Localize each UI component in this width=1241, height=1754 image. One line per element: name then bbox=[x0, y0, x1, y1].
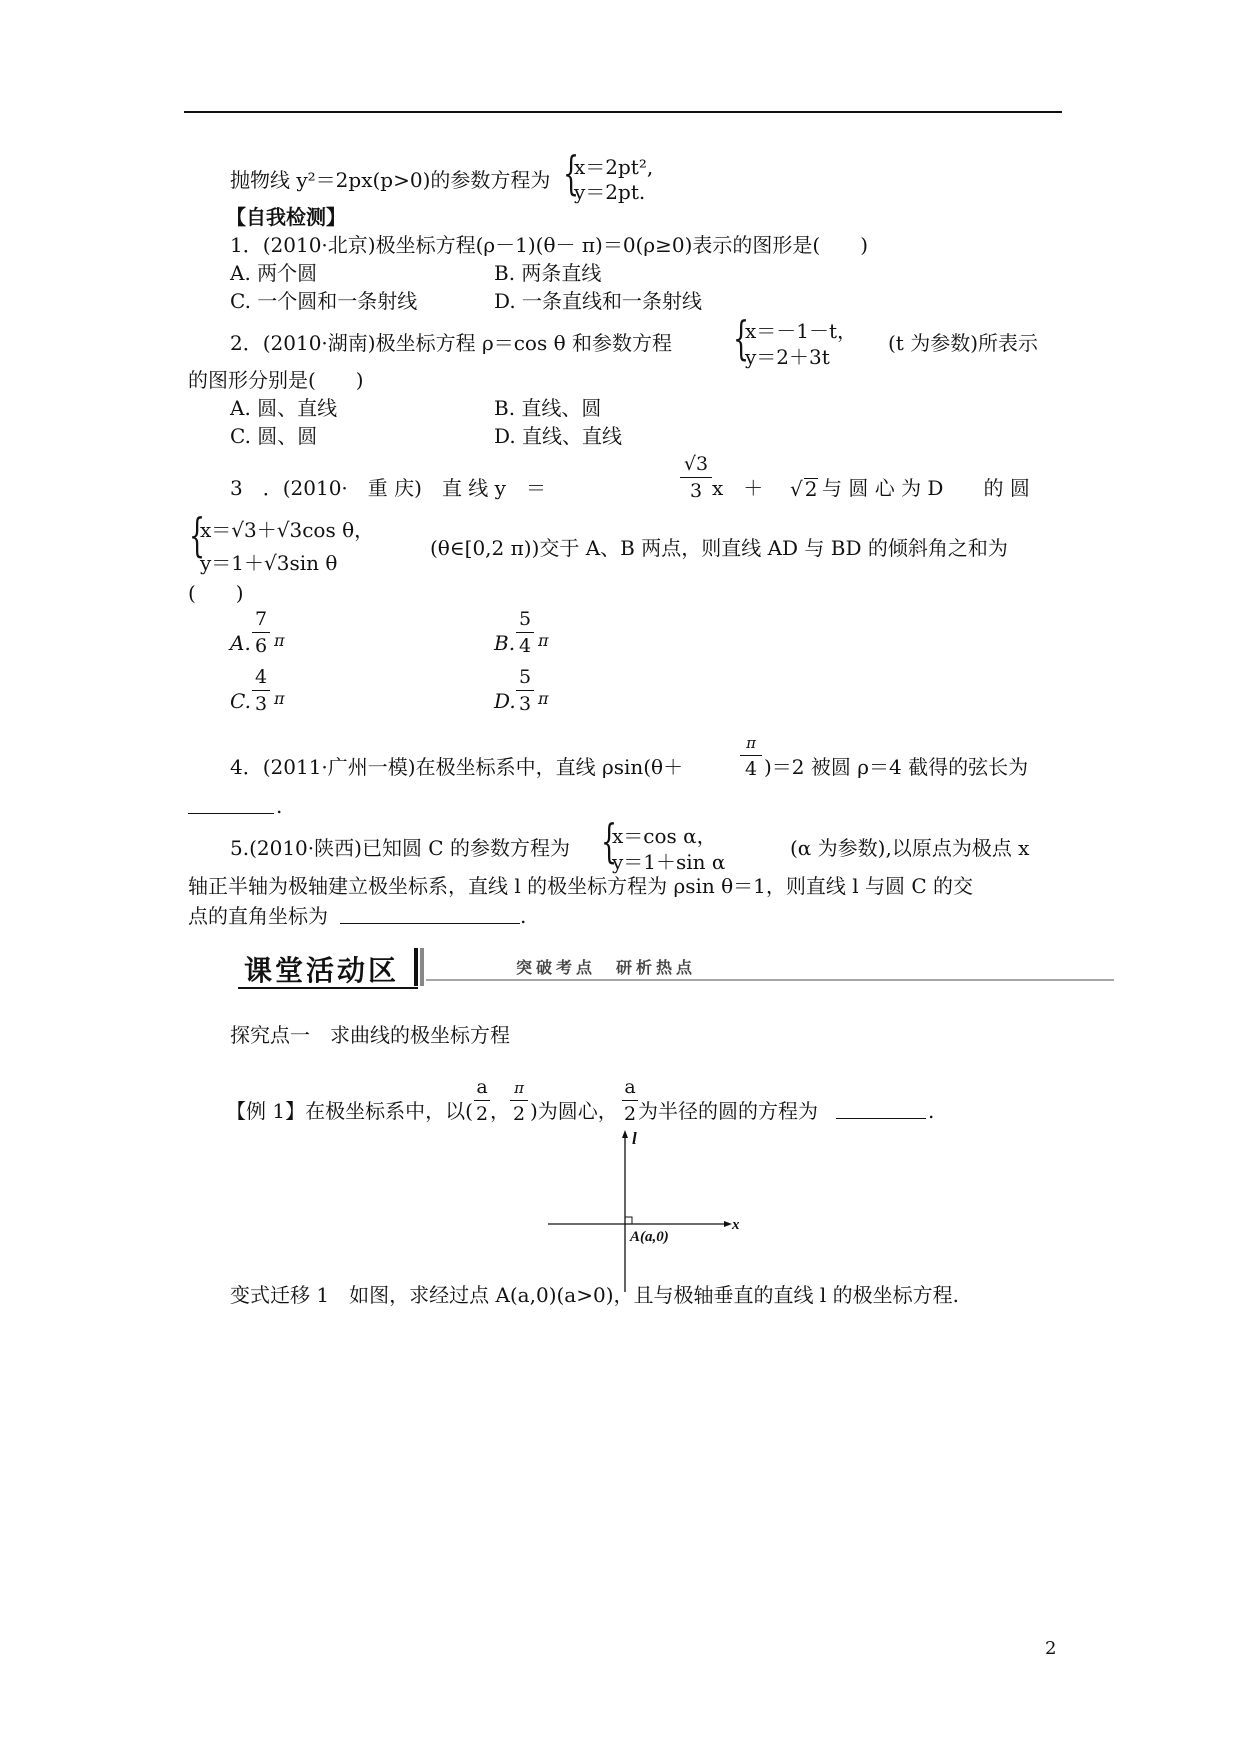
q5-line3: 点的直角坐标为 bbox=[188, 904, 328, 928]
q3-stem-pre: 3 ．(2010· 重 庆) 直 线 y ＝ bbox=[230, 476, 546, 500]
q5-end: . bbox=[520, 904, 527, 928]
q3-slope-num: √3 bbox=[683, 453, 709, 475]
q4-num: π bbox=[746, 734, 756, 752]
q2-option-b: B. 直线、圆 bbox=[494, 396, 602, 420]
q3-option-c-pi: π bbox=[274, 689, 285, 708]
q3-slope-den: 3 bbox=[689, 480, 703, 502]
q5-brace: { bbox=[601, 814, 618, 868]
q3-option-a-label: A. bbox=[230, 631, 251, 655]
q3-option-d-den: 3 bbox=[518, 693, 532, 715]
example1-frac-a-den: 2 bbox=[475, 1103, 489, 1125]
example1-frac-a bbox=[474, 1078, 490, 1124]
q3-option-b-label: B. bbox=[494, 631, 516, 655]
q3-option-c-num: 4 bbox=[254, 666, 268, 688]
example1-frac-pi bbox=[510, 1078, 528, 1124]
q3-paren: ( ) bbox=[188, 581, 244, 605]
q2-option-a: A. 圆、直线 bbox=[230, 396, 338, 420]
q3-option-a-frac bbox=[252, 610, 270, 656]
q3-option-a-den: 6 bbox=[254, 635, 268, 657]
q3-option-b-frac bbox=[516, 610, 534, 656]
q2-stem: 2．(2010·湖南)极坐标方程 ρ＝cos θ 和参数方程 bbox=[230, 331, 672, 355]
example1-mid: )为圆心， bbox=[530, 1099, 618, 1123]
q1-option-a: A. 两个圆 bbox=[230, 261, 318, 285]
section-heading: 探究点一 求曲线的极坐标方程 bbox=[230, 1023, 510, 1047]
example1-frac-a-num: a bbox=[476, 1076, 488, 1098]
q2-brace: { bbox=[733, 311, 750, 365]
page-number: 2 bbox=[1045, 1638, 1057, 1659]
polar-figure bbox=[548, 1128, 748, 1292]
variant1-text: 变式迁移 1 如图，求经过点 A(a,0)(a>0)，且与极轴垂直的直线 l 的极坐标方程. bbox=[230, 1283, 959, 1307]
q3-option-c-den: 3 bbox=[254, 693, 268, 715]
example1-frac-radius-num: a bbox=[624, 1076, 636, 1098]
q5-stem-post: (α 为参数),以原点为极点 x bbox=[790, 836, 1030, 860]
q3-option-a-pi: π bbox=[274, 631, 285, 650]
parabola-eq2: y＝2pt. bbox=[574, 180, 646, 204]
q5-eq1: x＝cos α， bbox=[612, 824, 717, 848]
q3-option-b-pi: π bbox=[538, 631, 549, 650]
q3-option-b-den: 4 bbox=[518, 635, 532, 657]
header-rule bbox=[184, 111, 1062, 113]
q3-option-d-frac bbox=[516, 668, 534, 714]
figure-axes bbox=[548, 1128, 748, 1292]
example1-comma: ， bbox=[490, 1099, 510, 1123]
q1-stem: 1．(2010·北京)极坐标方程(ρ－1)(θ－ π)＝0(ρ≥0)表示的图形是( ) bbox=[230, 233, 868, 257]
q4-end: . bbox=[276, 794, 283, 818]
q5-line2: 轴正半轴为极轴建立极坐标系，直线 l 的极坐标方程为 ρsin θ＝1，则直线 l 与圆 C 的交 bbox=[188, 874, 974, 898]
q4-stem-post: )＝2 被圆 ρ＝4 截得的弦长为 bbox=[764, 755, 1029, 779]
q2-eq1: x＝－1－t， bbox=[745, 319, 858, 343]
banner-title: 课堂活动区 bbox=[244, 954, 400, 987]
q4-stem-pre: 4．(2011·广州一模)在极坐标系中，直线 ρsin(θ＋ bbox=[230, 755, 684, 779]
example1-answer-blank[interactable] bbox=[836, 1100, 926, 1122]
q2-option-c: C. 圆、圆 bbox=[230, 424, 318, 448]
q3-option-c-label: C. bbox=[230, 689, 251, 713]
q2-stem-post: (t 为参数)所表示 bbox=[888, 331, 1038, 355]
self-check-heading: 【自我检测】 bbox=[226, 205, 346, 229]
q3-eq2: y＝1＋√3sin θ bbox=[200, 551, 338, 575]
q1-option-b: B. 两条直线 bbox=[494, 261, 602, 285]
example1-frac-pi-den: 2 bbox=[512, 1103, 526, 1125]
q2-stem-line2: 的图形分别是( ) bbox=[188, 368, 364, 392]
q4-den: 4 bbox=[744, 758, 758, 780]
q3-stem-mid: x ＋ bbox=[712, 476, 764, 500]
q3-option-b-num: 5 bbox=[518, 608, 532, 630]
parabola-text: 抛物线 y²＝2px(p>0)的参数方程为 bbox=[230, 168, 551, 192]
q3-sqrt2: √ 2 bbox=[790, 477, 818, 501]
example1-post: 为半径的圆的方程为 bbox=[638, 1099, 818, 1123]
example1-end: . bbox=[928, 1099, 935, 1123]
q4-answer-blank[interactable] bbox=[188, 795, 274, 817]
q1-option-d: D. 一条直线和一条射线 bbox=[494, 289, 703, 313]
q5-answer-blank[interactable] bbox=[340, 905, 520, 927]
example1-frac-radius bbox=[622, 1078, 638, 1124]
q5-eq2: y＝1＋sin α bbox=[612, 850, 726, 874]
q3-slope-fraction bbox=[680, 455, 712, 501]
figure-label-l: l bbox=[632, 1129, 637, 1148]
q5-stem-pre: 5.(2010·陕西)已知圆 C 的参数方程为 bbox=[230, 836, 570, 860]
figure-label-point: A(a,0) bbox=[630, 1229, 669, 1245]
example1-pre: 【例 1】在极坐标系中，以( bbox=[226, 1099, 473, 1123]
q3-stem-post: 与 圆 心 为 D 的 圆 bbox=[822, 476, 1030, 500]
q4-fraction bbox=[740, 733, 762, 779]
q1-option-c: C. 一个圆和一条射线 bbox=[230, 289, 418, 313]
example1-frac-pi-num: π bbox=[514, 1079, 524, 1097]
q3-option-d-num: 5 bbox=[518, 666, 532, 688]
example1-frac-radius-den: 2 bbox=[623, 1103, 637, 1125]
q3-option-d-label: D. bbox=[494, 689, 516, 713]
q2-eq2: y＝2＋3t bbox=[745, 345, 830, 369]
q3-eq1: x＝√3＋√3cos θ， bbox=[200, 518, 375, 542]
q3-tail: (θ∈[0,2 π))交于 A、B 两点，则直线 AD 与 BD 的倾斜角之和为 bbox=[430, 536, 1008, 560]
q3-sqrt2-radicand: 2 bbox=[804, 477, 818, 501]
q3-option-a-num: 7 bbox=[254, 608, 268, 630]
banner-subtitle: 突破考点 研析热点 bbox=[516, 958, 697, 977]
parabola-eq1: x＝2pt², bbox=[574, 155, 654, 179]
figure-label-x: x bbox=[732, 1217, 740, 1233]
q3-brace: { bbox=[189, 508, 206, 562]
q2-option-d: D. 直线、直线 bbox=[494, 424, 623, 448]
parabola-brace: { bbox=[563, 146, 580, 200]
q3-option-d-pi: π bbox=[538, 689, 549, 708]
q3-option-c-frac bbox=[252, 668, 270, 714]
